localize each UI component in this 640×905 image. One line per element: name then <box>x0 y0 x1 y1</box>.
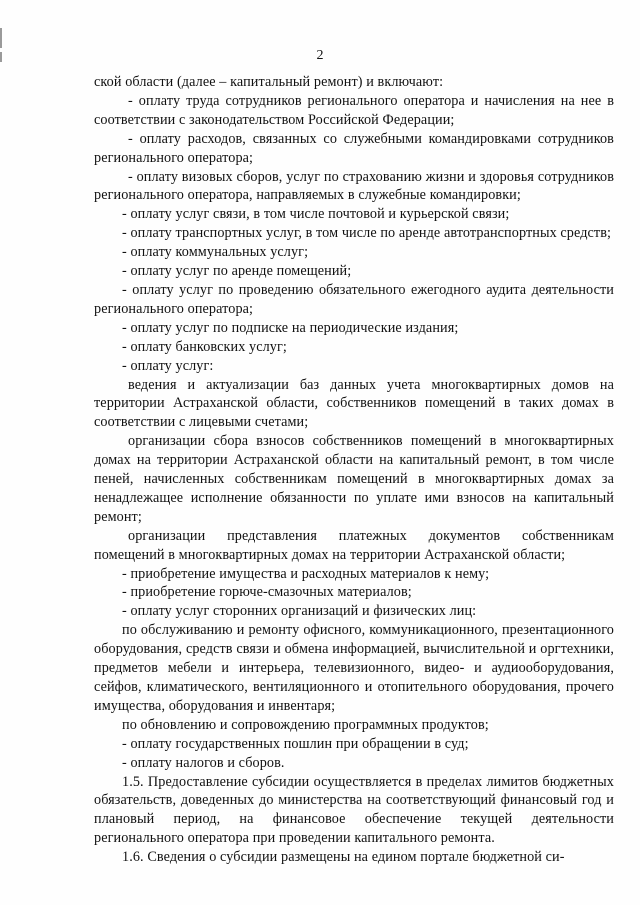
paragraph: организации представления платежных документов собственникам помещений в многоквартирных домах на территории Астраханской области; <box>94 527 614 563</box>
paragraph: организации сбора взносов собственников помещений в многоквартирных домах на территории Астраханской области на капитальный ремонт, в том числе пеней, начисленных собственникам помещений в многоквартирных домах за ненадлежащее исполнение обязанности по уплате ими взносов на капитальный ремонт; <box>94 433 614 525</box>
paragraph: - оплату услуг по подписке на периодические издания; <box>122 319 459 336</box>
paragraph: - оплату банковских услуг; <box>122 338 287 355</box>
paragraph: по обслуживанию и ремонту офисного, коммуникационного, презентационного оборудования, средств связи и обмена информацией, вычислительной и оргтехники, предметов мебели и интерьера, телевизионного, видео- и аудиооборудования, сейфов, климатического, вентиляционного и отопительного оборудования, прочего имущества, оборудования и инвентаря; <box>94 622 614 714</box>
paragraph: - приобретение горюче-смазочных материалов; <box>122 584 412 601</box>
paragraph: - оплату визовых сборов, услуг по страхованию жизни и здоровья сотрудников регионального оператора, направляемых в служебные командировки; <box>94 168 614 204</box>
paragraph: - оплату труда сотрудников регионального оператора и начисления на нее в соответствии с законодательством Российской Федерации; <box>94 92 614 128</box>
paragraph: - оплату услуг: <box>122 357 214 374</box>
paragraph: - оплату расходов, связанных со служебными командировками сотрудников регионального оператора; <box>94 130 614 166</box>
page-number: 2 <box>316 48 324 63</box>
paragraph: - оплату услуг связи, в том числе почтовой и курьерской связи; <box>122 206 510 223</box>
paragraph: - оплату услуг сторонних организаций и физических лиц: <box>122 603 477 620</box>
paragraph: - оплату государственных пошлин при обращении в суд; <box>122 735 469 752</box>
paragraph: 1.6. Сведения о субсидии размещены на едином портале бюджетной си- <box>122 849 565 866</box>
scan-edge-mark <box>0 28 2 48</box>
paragraph: - оплату услуг по аренде помещений; <box>122 263 352 280</box>
paragraph: - оплату услуг по проведению обязательного ежегодного аудита деятельности регионального оператора; <box>94 281 614 317</box>
paragraph: - оплату коммунальных услуг; <box>122 244 309 261</box>
document-body <box>94 73 614 867</box>
paragraph: 1.5. Предоставление субсидии осуществляется в пределах лимитов бюджетных обязательств, доведенных до министерства на соответствующий финансовый год и плановый период, на финансовое обеспечение текущей деятельности регионального оператора при проведении капитального ремонта. <box>94 773 614 847</box>
paragraph: - оплату налогов и сборов. <box>122 754 285 771</box>
paragraph: - оплату транспортных услуг, в том числе по аренде автотранспортных средств; <box>122 225 612 242</box>
paragraph: ведения и актуализации баз данных учета многоквартирных домов на территории Астраханской области, собственников помещений в таких домах в соответствии с лицевыми счетами; <box>94 376 614 431</box>
paragraph: ской области (далее – капитальный ремонт) и включают: <box>94 74 444 90</box>
paragraph: по обновлению и сопровождению программных продуктов; <box>122 716 489 733</box>
paragraph: - приобретение имущества и расходных материалов к нему; <box>122 565 490 582</box>
